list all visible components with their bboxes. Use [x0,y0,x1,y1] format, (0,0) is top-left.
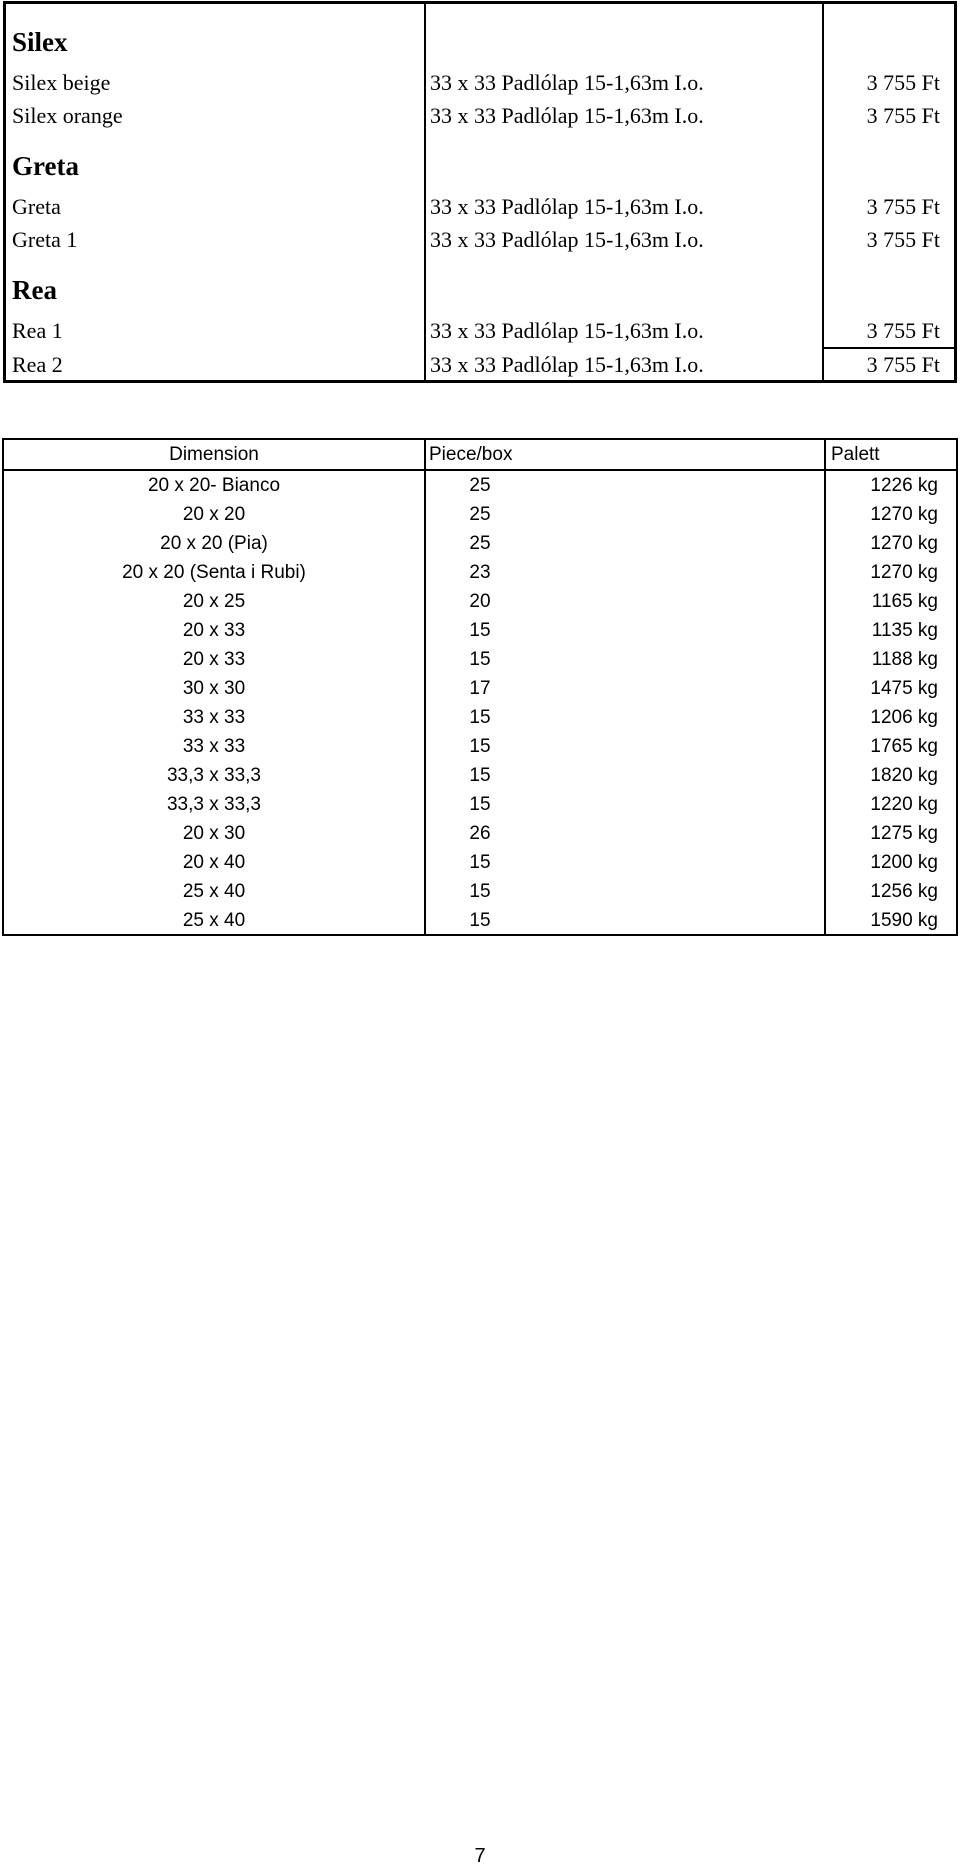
price-row [6,315,954,347]
product-description: 33 x 33 Padlólap 15-1,63m I.o. [430,194,704,219]
price-table [3,1,957,383]
cell-palett: 1590 kg [870,909,938,931]
cell-palett: 1200 kg [870,851,938,873]
product-name: Silex orange [12,103,123,128]
cell-palett: 1765 kg [870,735,938,757]
cell-piece-box: 15 [469,619,491,641]
cell-piece-box: 26 [469,822,491,844]
header-piece-box: Piece/box [429,443,513,465]
cell-palett: 1475 kg [870,677,938,699]
cell-palett: 1135 kg [871,619,938,641]
table-header-row [4,440,956,469]
cell-piece-box: 15 [469,793,491,815]
cell-dimension: 25 x 40 [182,909,246,931]
cell-palett: 1256 kg [870,880,938,902]
table-row [4,529,956,558]
cell-palett: 1820 kg [870,764,938,786]
table-row [4,616,956,645]
product-price: 3 755 Ft [866,227,940,252]
table-row [4,703,956,732]
cell-dimension: 20 x 20- Bianco [147,474,281,496]
cell-palett: 1165 kg [871,590,938,612]
cell-piece-box: 15 [469,735,491,757]
product-name: Rea 1 [12,318,63,343]
product-description: 33 x 33 Padlólap 15-1,63m I.o. [430,227,704,252]
product-name: Greta [12,194,61,219]
price-row [6,67,954,99]
price-row [6,100,954,132]
group-title: Greta [12,150,79,181]
product-price: 3 755 Ft [866,194,940,219]
cell-dimension: 20 x 40 [182,851,246,873]
cell-dimension: 33,3 x 33,3 [166,764,262,786]
price-row [6,191,954,223]
product-description: 33 x 33 Padlólap 15-1,63m I.o. [430,318,704,343]
cell-piece-box: 15 [469,706,491,728]
cell-piece-box: 15 [469,909,491,931]
product-price: 3 755 Ft [866,352,940,377]
cell-dimension: 20 x 20 [182,503,246,525]
table-row [4,819,956,848]
header-palett: Palett [831,443,880,465]
table-row [4,471,956,500]
cell-palett: 1270 kg [870,532,938,554]
cell-piece-box: 25 [469,503,491,525]
cell-palett: 1275 kg [870,822,938,844]
cell-dimension: 20 x 33 [182,648,246,670]
table-row [4,674,956,703]
cell-piece-box: 25 [469,532,491,554]
cell-piece-box: 25 [469,474,491,496]
group-title: Rea [12,274,57,305]
product-description: 33 x 33 Padlólap 15-1,63m I.o. [430,352,704,377]
cell-palett: 1226 kg [870,474,938,496]
page-number: 7 [474,1845,486,1867]
table-row [4,732,956,761]
cell-dimension: 20 x 20 (Senta i Rubi) [122,561,306,583]
group-title: Silex [12,26,68,57]
table-row [4,877,956,906]
product-name: Rea 2 [12,352,63,377]
cell-piece-box: 15 [469,648,491,670]
cell-dimension: 33 x 33 [182,735,246,757]
table-row [4,848,956,877]
table-row [4,500,956,529]
cell-palett: 1220 kg [870,793,938,815]
cell-palett: 1270 kg [870,561,938,583]
spec-table [2,438,958,936]
cell-dimension: 33,3 x 33,3 [166,793,262,815]
cell-dimension: 33 x 33 [182,706,246,728]
product-name: Greta 1 [12,227,78,252]
cell-piece-box: 15 [469,764,491,786]
table-row [4,761,956,790]
cell-dimension: 20 x 30 [182,822,246,844]
group-header-row [6,266,954,314]
product-price: 3 755 Ft [866,103,940,128]
table-row [4,587,956,616]
cell-piece-box: 15 [469,880,491,902]
cell-piece-box: 15 [469,851,491,873]
group-header-row [6,18,954,66]
product-description: 33 x 33 Padlólap 15-1,63m I.o. [430,70,704,95]
product-name: Silex beige [12,70,111,95]
price-row [6,224,954,256]
cell-dimension: 30 x 30 [182,677,246,699]
table-row [4,906,956,935]
cell-piece-box: 17 [469,677,491,699]
group-header-row [6,142,954,190]
price-row [6,349,954,381]
cell-piece-box: 20 [469,590,491,612]
table-row [4,790,956,819]
table-row [4,645,956,674]
cell-piece-box: 23 [469,561,491,583]
product-price: 3 755 Ft [866,70,940,95]
cell-dimension: 20 x 33 [182,619,246,641]
header-dimension: Dimension [169,443,259,465]
cell-palett: 1188 kg [871,648,938,670]
product-price: 3 755 Ft [866,318,940,343]
cell-dimension: 20 x 20 (Pia) [160,532,268,554]
cell-palett: 1206 kg [870,706,938,728]
table-row [4,558,956,587]
cell-dimension: 20 x 25 [182,590,246,612]
product-description: 33 x 33 Padlólap 15-1,63m I.o. [430,103,704,128]
cell-palett: 1270 kg [870,503,938,525]
cell-dimension: 25 x 40 [182,880,246,902]
